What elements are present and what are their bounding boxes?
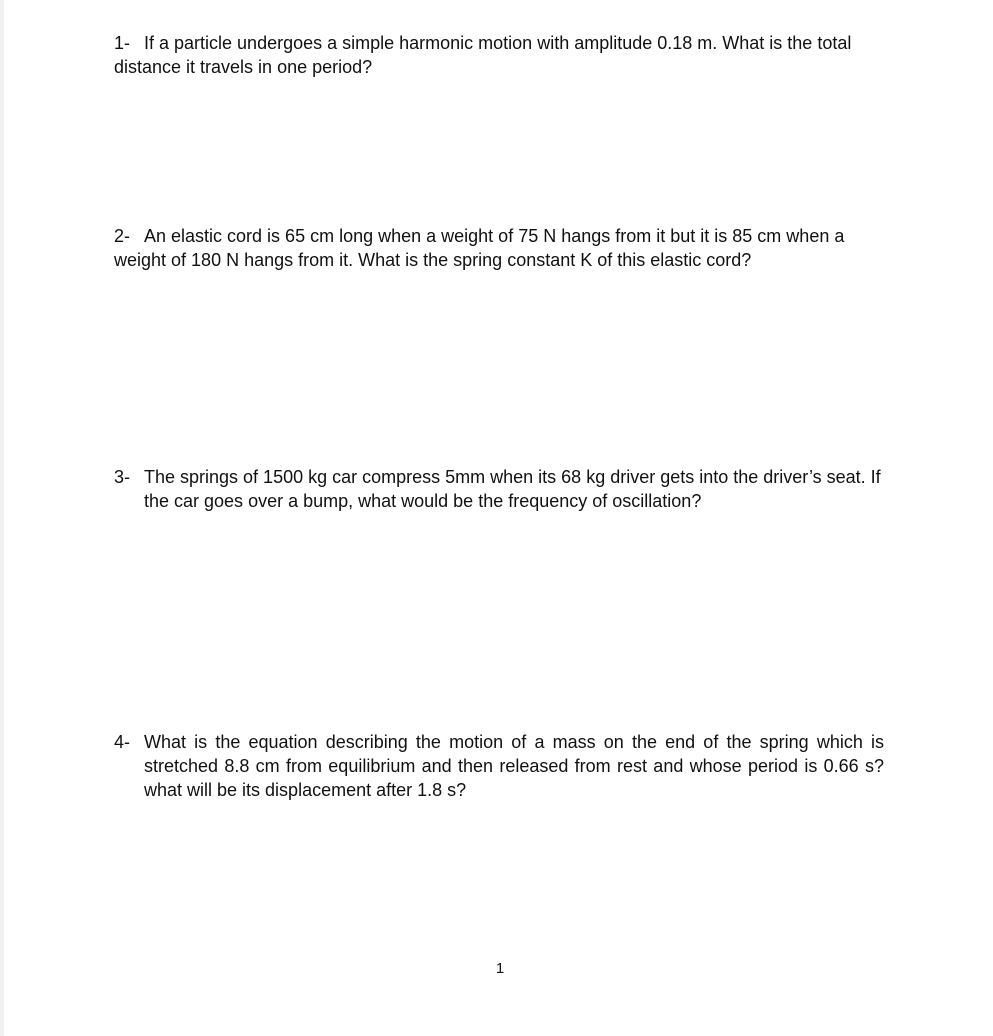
question-1-text: If a particle undergoes a simple harmonic motion with amplitude 0.18 m. What is the total distance it travels in one period? bbox=[114, 33, 852, 77]
question-1 bbox=[114, 31, 894, 79]
question-4 bbox=[114, 730, 884, 802]
question-3-text: The springs of 1500 kg car compress 5mm when its 68 kg driver gets into the driver’s seat. If the car goes over a bump, what would be the frequency of oscillation? bbox=[144, 467, 881, 511]
question-4-number: 4- bbox=[114, 732, 131, 752]
question-3-number: 3- bbox=[114, 467, 131, 487]
page-edge-shadow bbox=[0, 0, 4, 1036]
question-4-text: What is the equation describing the motion of a mass on the end of the spring which is stretched 8.8 cm from equilibrium and then released from rest and whose period is 0.66 s? what will be its displacement after 1.8 s? bbox=[144, 732, 884, 800]
question-2-number: 2- bbox=[114, 226, 131, 246]
question-3 bbox=[114, 465, 884, 513]
page-number: 1 bbox=[495, 960, 505, 977]
question-2-text: An elastic cord is 65 cm long when a weight of 75 N hangs from it but it is 85 cm when a weight of 180 N hangs from it. What is the spring constant K of this elastic cord? bbox=[114, 226, 845, 270]
question-2 bbox=[114, 224, 894, 272]
question-1-number: 1- bbox=[114, 33, 131, 53]
